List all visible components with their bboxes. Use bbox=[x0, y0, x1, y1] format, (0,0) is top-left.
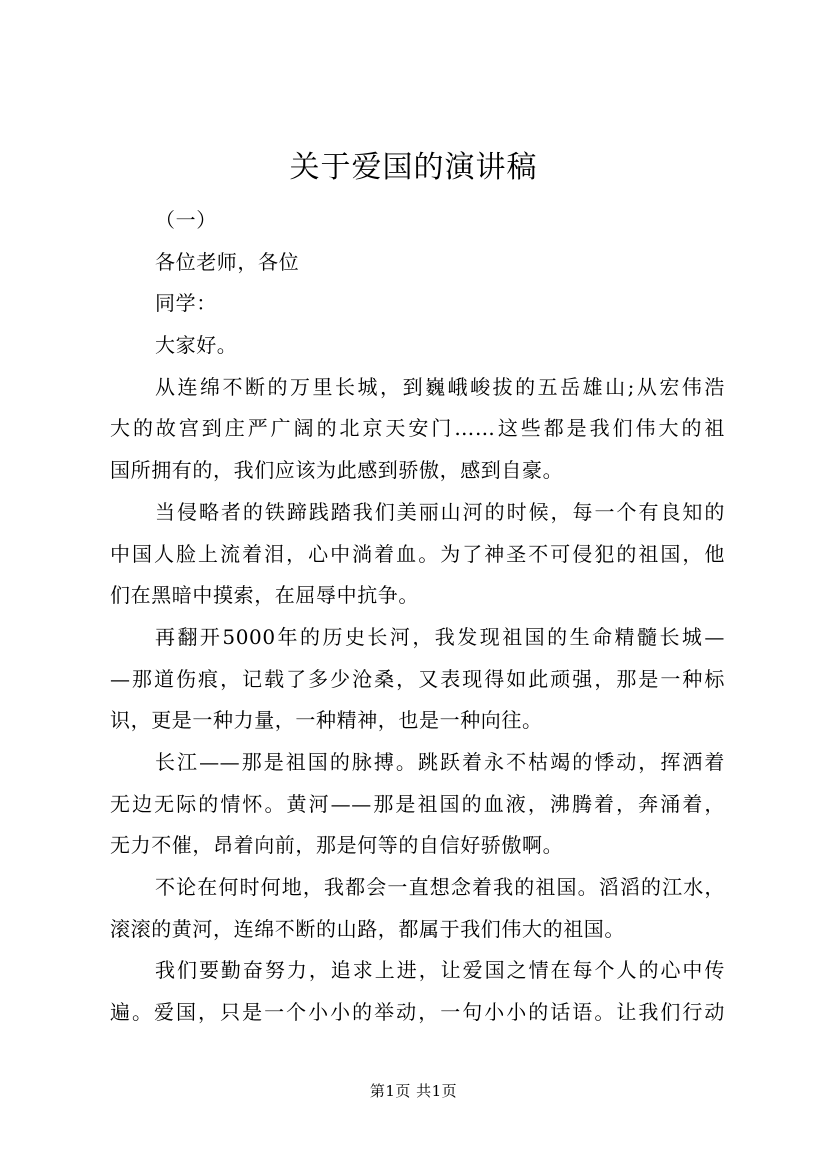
paragraph-line: 不论在何时何地，我都会一直想念着我的祖国。滔滔的江水， bbox=[155, 875, 725, 899]
paragraph-line: 遍。爱国，只是一个小小的举动，一句小小的话语。让我们行动 bbox=[110, 1000, 725, 1025]
paragraph-line: （一） bbox=[155, 208, 217, 232]
paragraph-line: 从连绵不断的万里长城，到巍峨峻拔的五岳雄山;从宏伟浩 bbox=[155, 374, 725, 399]
paragraph-line: 当侵略者的铁蹄践踏我们美丽山河的时候，每一个有良知的 bbox=[155, 499, 725, 524]
document-title: 关于爱国的演讲稿 bbox=[289, 150, 538, 185]
paragraph-line: 大的故宫到庄严广阔的北京天安门……这些都是我们伟大的祖 bbox=[110, 416, 725, 441]
paragraph-line: 同学： bbox=[155, 291, 217, 316]
paragraph-line: 中国人脸上流着泪，心中淌着血。为了神圣不可侵犯的祖国，他 bbox=[110, 541, 725, 566]
paragraph-line: 识，更是一种力量，一种精神，也是一种向往。 bbox=[110, 708, 543, 733]
paragraph-line: 我们要勤奋努力，追求上进，让爱国之情在每个人的心中传 bbox=[155, 958, 725, 983]
paragraph-line: —那道伤痕，记载了多少沧桑，又表现得如此顽强，那是一种标 bbox=[110, 666, 725, 691]
paragraph-line: 长江——那是祖国的脉搏。跳跃着永不枯竭的悸动，挥洒着 bbox=[155, 749, 725, 774]
paragraph-line: 再翻开5000年的历史长河，我发现祖国的生命精髓长城— bbox=[155, 624, 725, 649]
paragraph-line: 大家好。 bbox=[155, 333, 238, 358]
paragraph-line: 国所拥有的，我们应该为此感到骄傲，感到自豪。 bbox=[110, 458, 564, 483]
paragraph-line: 们在黑暗中摸索，在屈辱中抗争。 bbox=[110, 583, 419, 608]
paragraph-line: 滚滚的黄河，连绵不断的山路，都属于我们伟大的祖国。 bbox=[110, 916, 625, 941]
paragraph-line: 无边无际的情怀。黄河——那是祖国的血液，沸腾着，奔涌着， bbox=[110, 791, 725, 816]
document-body bbox=[110, 200, 725, 1034]
page-footer: 第1页 共1页 bbox=[369, 1082, 458, 1100]
paragraph-line: 无力不催，昂着向前，那是何等的自信好骄傲啊。 bbox=[110, 833, 564, 858]
paragraph-line: 各位老师，各位 bbox=[155, 249, 300, 274]
